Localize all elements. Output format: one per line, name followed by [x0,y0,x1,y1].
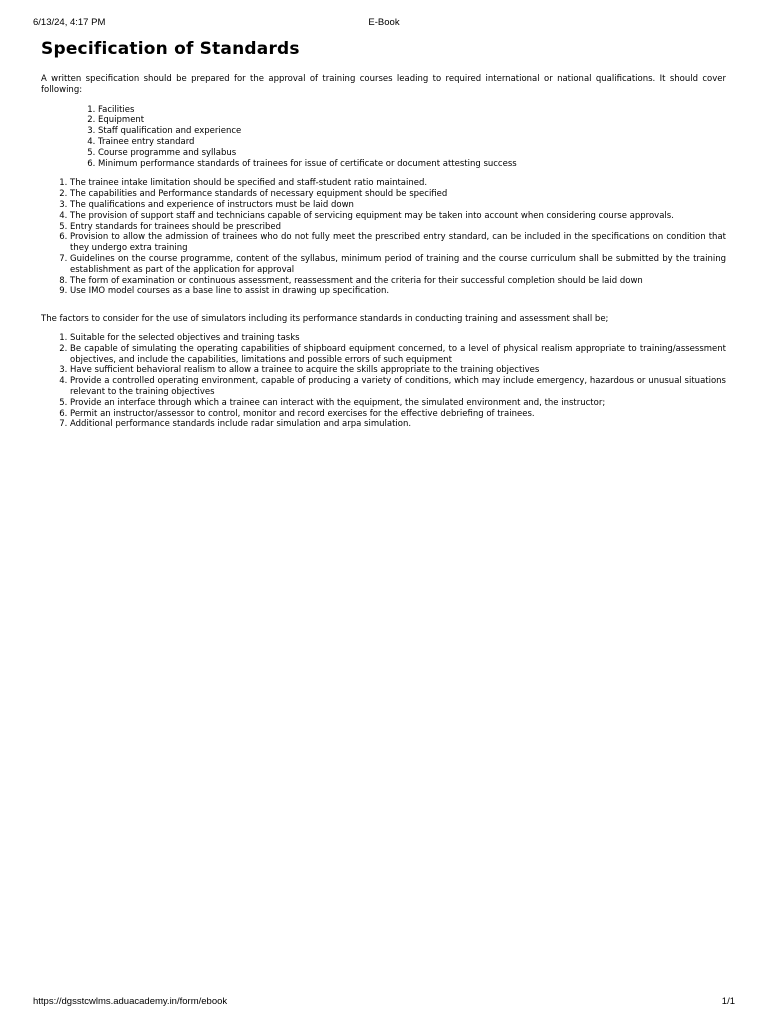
factors-intro-paragraph: The factors to consider for the use of simulators including its performance standards in conducting training and assessment shall be; [41,314,609,325]
simulator-factors-list [70,333,726,430]
list-item: 2. Be capable of simulating the operating capabilities of shipboard equipment concerned, to a level of physical realism appropriate to training/assessment objectives, and include the capabilities, limitations and possible errors of such equipment [70,344,726,366]
list-item: 4. Trainee entry standard [98,137,726,148]
print-title: E-Book [368,17,400,28]
intro-paragraph: A written specification should be prepared for the approval of training courses leading to required international or national qualifications. It should cover following: [41,74,726,95]
list-item: 8. The form of examination or continuous assessment, reassessment and the criteria for their successful completion should be laid down [70,276,726,287]
list-item: 3. Staff qualification and experience [98,126,726,137]
print-footer [33,996,735,1008]
list-item: 5. Course programme and syllabus [98,148,726,159]
cover-items-list [98,105,726,170]
list-item: 2. Equipment [98,115,726,126]
document-body [41,38,726,430]
list-item: 1. Facilities [98,105,726,116]
list-item: 4. The provision of support staff and technicians capable of servicing equipment may be taken into account when considering course approvals. [70,211,726,222]
requirements-list [70,178,726,297]
list-item: 4. Provide a controlled operating environment, capable of producing a variety of conditions, which may include emergency, hazardous or unusual situations relevant to the training objectives [70,376,726,398]
page-number: 1/1 [721,996,735,1007]
list-item: 6. Provision to allow the admission of trainees who do not fully meet the prescribed entry standard, can be included in the specifications on condition that they undergo extra training [70,232,726,254]
print-datetime: 6/13/24, 4:17 PM [33,17,106,28]
list-item: 3. Have sufficient behavioral realism to allow a trainee to acquire the skills appropriate to the training objectives [70,365,726,376]
list-item: 3. The qualifications and experience of instructors must be laid down [70,200,726,211]
list-item: 5. Provide an interface through which a trainee can interact with the equipment, the simulated environment and, the instructor; [70,398,726,409]
print-url[interactable]: https://dgsstcwlms.aduacademy.in/form/ebook [33,996,228,1007]
print-header [33,17,735,29]
list-item: 9. Use IMO model courses as a base line to assist in drawing up specification. [70,286,726,297]
list-item: 5. Entry standards for trainees should be prescribed [70,222,726,233]
list-item: 6. Permit an instructor/assessor to control, monitor and record exercises for the effective debriefing of trainees. [70,409,726,420]
list-item: 7. Additional performance standards include radar simulation and arpa simulation. [70,419,726,430]
list-item: 7. Guidelines on the course programme, content of the syllabus, minimum period of training and the course curriculum shall be submitted by the training establishment as part of the application for approval [70,254,726,276]
list-item: 1. The trainee intake limitation should be specified and staff-student ratio maintained. [70,178,726,189]
list-item: 1. Suitable for the selected objectives and training tasks [70,333,726,344]
page-title: Specification of Standards [41,39,300,59]
list-item: 2. The capabilities and Performance standards of necessary equipment should be specified [70,189,726,200]
list-item: 6. Minimum performance standards of trainees for issue of certificate or document attesting success [98,159,726,170]
